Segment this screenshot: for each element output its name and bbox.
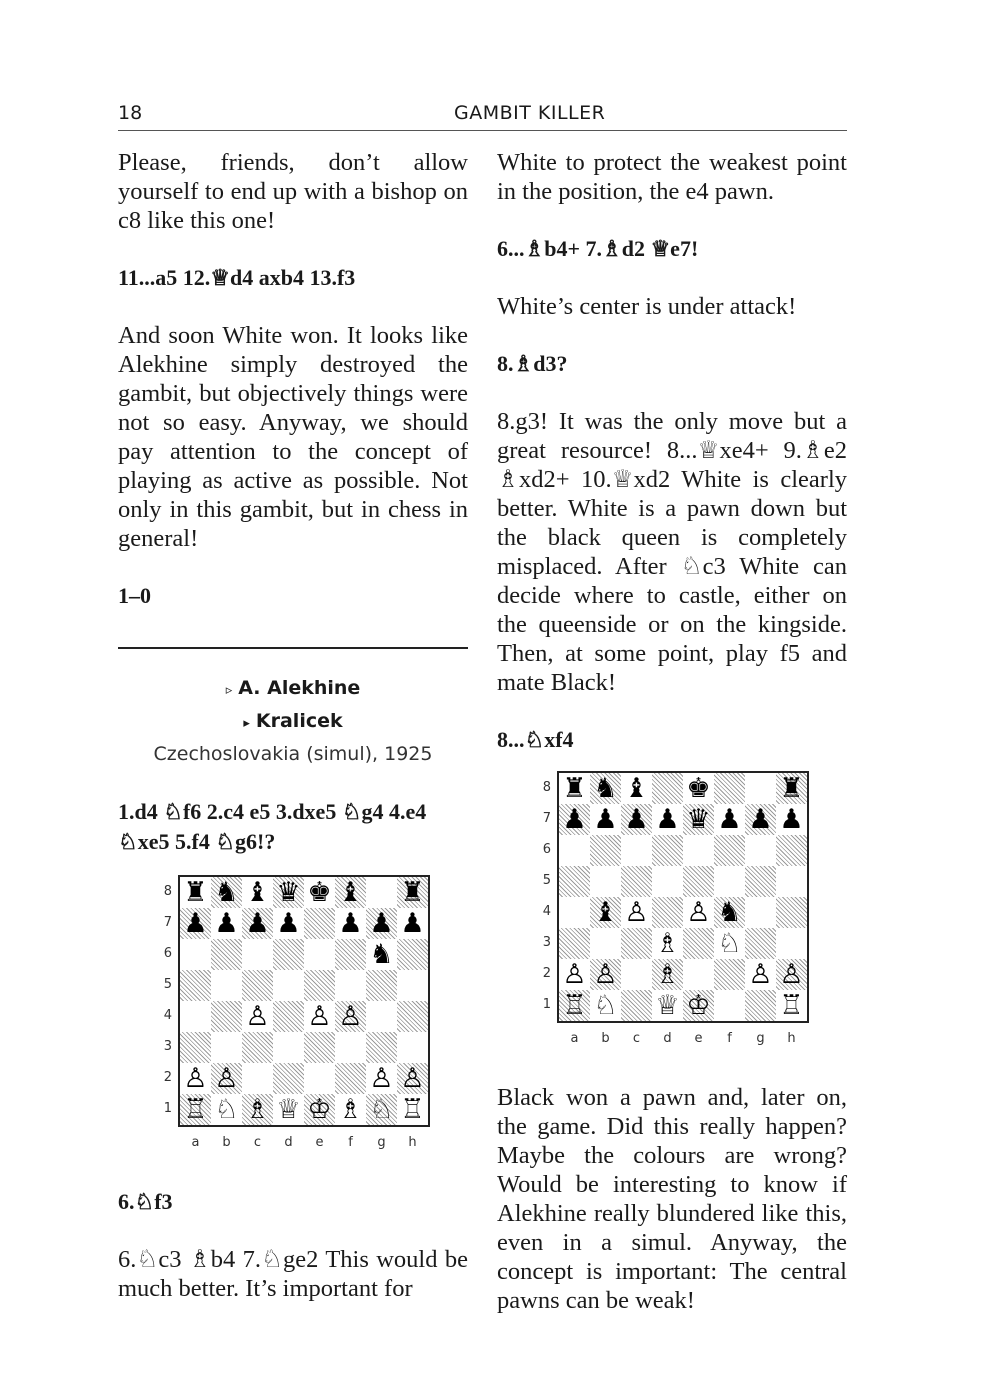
rank-label: 1: [163, 1101, 172, 1116]
paragraph: White to protect the weakest point in the position, the e4 pawn.: [497, 149, 847, 205]
move-line: 6...♗b4+ 7.♗d2 ♕e7!: [497, 236, 699, 261]
square-d4: [652, 897, 683, 928]
move-line: 1.d4 ♘f6 2.c4 e5 3.dxe5 ♘g4 4.e4 ♘xe5 5.f4 ♘g6!?: [118, 799, 427, 854]
square-c5: [621, 866, 652, 897]
chessboard: [557, 771, 809, 1023]
square-h4: [776, 897, 807, 928]
square-d5: [273, 970, 304, 1001]
square-g3: [745, 928, 776, 959]
rank-label: 7: [542, 811, 551, 826]
square-c1: [242, 1094, 273, 1125]
square-d8: [273, 877, 304, 908]
square-c3: [242, 1032, 273, 1063]
square-c6: [242, 939, 273, 970]
black-queen-icon: ♛: [686, 804, 711, 835]
white-pawn-icon: ♙: [400, 1063, 425, 1094]
white-rook-icon: ♖: [400, 1094, 425, 1125]
square-a3: [559, 928, 590, 959]
square-b7: [590, 804, 621, 835]
right-column: [497, 148, 847, 1315]
white-player-name: A. Alekhine: [238, 677, 361, 699]
square-h2: [776, 959, 807, 990]
black-pawn-icon: ♟: [562, 804, 587, 835]
square-h8: [397, 877, 428, 908]
black-pawn-icon: ♟: [276, 908, 301, 939]
square-d3: [652, 928, 683, 959]
square-a4: [559, 897, 590, 928]
square-b2: [590, 959, 621, 990]
square-d1: [652, 990, 683, 1021]
black-queen-icon: ♛: [276, 877, 301, 908]
white-pawn-icon: ♙: [686, 897, 711, 928]
square-g1: [366, 1094, 397, 1125]
black-bishop-icon: ♝: [338, 877, 363, 908]
file-label: c: [253, 1135, 262, 1150]
square-b4: [211, 1001, 242, 1032]
square-b3: [211, 1032, 242, 1063]
rank-label: 6: [163, 946, 172, 961]
file-label: h: [408, 1135, 417, 1150]
square-a1: [559, 990, 590, 1021]
black-knight-icon: ♞: [214, 877, 239, 908]
white-rook-icon: ♖: [183, 1094, 208, 1125]
square-e6: [683, 835, 714, 866]
square-f7: [714, 804, 745, 835]
white-bishop-icon: ♗: [245, 1094, 270, 1125]
black-rook-icon: ♜: [183, 877, 208, 908]
square-b1: [590, 990, 621, 1021]
white-bishop-icon: ♗: [655, 928, 680, 959]
move-line: 11...a5 12.♕d4 axb4 13.f3: [118, 265, 356, 290]
square-c6: [621, 835, 652, 866]
square-f1: [335, 1094, 366, 1125]
square-g8: [745, 773, 776, 804]
square-h6: [776, 835, 807, 866]
square-b1: [211, 1094, 242, 1125]
square-g7: [366, 908, 397, 939]
file-label: b: [601, 1031, 610, 1046]
square-c2: [242, 1063, 273, 1094]
black-pawn-icon: ♟: [400, 908, 425, 939]
page-header-title: GAMBIT KILLER: [454, 102, 606, 124]
black-player-name: Kralicek: [255, 710, 343, 732]
black-player: [118, 706, 468, 739]
square-h5: [776, 866, 807, 897]
square-g3: [366, 1032, 397, 1063]
black-pawn-icon: ♟: [593, 804, 618, 835]
square-d7: [652, 804, 683, 835]
white-king-icon: ♔: [686, 990, 711, 1021]
square-c5: [242, 970, 273, 1001]
black-rook-icon: ♜: [779, 773, 804, 804]
white-pawn-icon: ♙: [593, 959, 618, 990]
square-f7: [335, 908, 366, 939]
square-f5: [714, 866, 745, 897]
white-knight-icon: ♘: [593, 990, 618, 1021]
square-a6: [180, 939, 211, 970]
rank-label: 8: [542, 780, 551, 795]
square-e7: [304, 908, 335, 939]
square-b6: [590, 835, 621, 866]
white-rook-icon: ♖: [779, 990, 804, 1021]
paragraph: And soon White won. It looks like Alekhine simply destroyed the gambit, but objectively things were not so easy. Anyway, we should pay attention to the concept of playing as active as possible. Not only in this gambit, but in chess in general!: [118, 322, 468, 552]
square-a7: [559, 804, 590, 835]
square-a2: [180, 1063, 211, 1094]
white-bishop-icon: ♗: [655, 959, 680, 990]
black-knight-icon: ♞: [593, 773, 618, 804]
square-b5: [590, 866, 621, 897]
square-h1: [776, 990, 807, 1021]
white-pawn-icon: ♙: [338, 1001, 363, 1032]
square-e1: [683, 990, 714, 1021]
white-pawn-icon: ♙: [369, 1063, 394, 1094]
white-king-icon: ♔: [307, 1094, 332, 1125]
file-label: c: [632, 1031, 641, 1046]
chess-diagram: [537, 771, 807, 1061]
white-pawn-icon: ♙: [245, 1001, 270, 1032]
game-result: 1–0: [118, 583, 151, 608]
square-h7: [776, 804, 807, 835]
file-label: e: [694, 1031, 703, 1046]
black-pawn-icon: ♟: [655, 804, 680, 835]
square-c4: [621, 897, 652, 928]
square-h8: [776, 773, 807, 804]
square-h3: [397, 1032, 428, 1063]
square-f3: [714, 928, 745, 959]
square-g6: [366, 939, 397, 970]
square-f3: [335, 1032, 366, 1063]
black-pawn-icon: ♟: [717, 804, 742, 835]
square-b8: [590, 773, 621, 804]
file-label: d: [663, 1031, 672, 1046]
square-d3: [273, 1032, 304, 1063]
chess-diagram: [158, 875, 428, 1165]
file-label: f: [348, 1135, 353, 1150]
white-knight-icon: ♘: [214, 1094, 239, 1125]
black-knight-icon: ♞: [717, 897, 742, 928]
move-line: 8.♗d3?: [497, 351, 568, 376]
white-pawn-icon: ♙: [214, 1063, 239, 1094]
square-d6: [652, 835, 683, 866]
rank-label: 8: [163, 884, 172, 899]
file-label: b: [222, 1135, 231, 1150]
square-f4: [335, 1001, 366, 1032]
square-g7: [745, 804, 776, 835]
paragraph: 8.g3! It was the only move but a great resource! 8...♕xe4+ 9.♗e2 ♗xd2+ 10.♕xd2 White is clearly better. White is a pawn down but the black queen is completely misplaced. After ♘c3 White can decide where to castle, either on the queenside or on the kingside. Then, at some point, play f5 and mate Black!: [497, 408, 847, 696]
square-a8: [559, 773, 590, 804]
square-h4: [397, 1001, 428, 1032]
white-pawn-icon: ♙: [748, 959, 773, 990]
square-d6: [273, 939, 304, 970]
square-e3: [683, 928, 714, 959]
white-bishop-icon: ♗: [338, 1094, 363, 1125]
black-rook-icon: ♜: [400, 877, 425, 908]
black-pawn-icon: ♟: [338, 908, 363, 939]
square-d1: [273, 1094, 304, 1125]
chessboard: [178, 875, 430, 1127]
black-knight-icon: ♞: [369, 939, 394, 970]
white-player: [118, 673, 468, 706]
rank-label: 5: [542, 873, 551, 888]
square-c4: [242, 1001, 273, 1032]
move-line: 6.♘f3: [118, 1189, 173, 1214]
game-header: [118, 673, 468, 769]
file-label: e: [315, 1135, 324, 1150]
square-a3: [180, 1032, 211, 1063]
square-c3: [621, 928, 652, 959]
black-pawn-icon: ♟: [245, 908, 270, 939]
square-e7: [683, 804, 714, 835]
square-f6: [714, 835, 745, 866]
move-line: 8...♘xf4: [497, 727, 574, 752]
square-g5: [745, 866, 776, 897]
square-e8: [304, 877, 335, 908]
file-label: a: [570, 1031, 579, 1046]
black-pawn-icon: ♟: [624, 804, 649, 835]
black-pawn-icon: ♟: [214, 908, 239, 939]
white-queen-icon: ♕: [655, 990, 680, 1021]
square-a8: [180, 877, 211, 908]
paragraph: 6.♘c3 ♗b4 7.♘ge2 This would be much better. It’s important for: [118, 1246, 468, 1302]
square-h7: [397, 908, 428, 939]
square-h6: [397, 939, 428, 970]
square-e2: [304, 1063, 335, 1094]
square-h3: [776, 928, 807, 959]
square-a2: [559, 959, 590, 990]
square-e8: [683, 773, 714, 804]
square-e6: [304, 939, 335, 970]
rank-label: 3: [163, 1039, 172, 1054]
white-marker-icon: ▹: [225, 683, 233, 698]
page-number: 18: [118, 102, 143, 124]
square-d5: [652, 866, 683, 897]
square-f5: [335, 970, 366, 1001]
square-d8: [652, 773, 683, 804]
square-c1: [621, 990, 652, 1021]
black-king-icon: ♚: [686, 773, 711, 804]
square-h1: [397, 1094, 428, 1125]
square-e1: [304, 1094, 335, 1125]
square-e5: [683, 866, 714, 897]
file-label: g: [756, 1031, 765, 1046]
square-g2: [366, 1063, 397, 1094]
black-king-icon: ♚: [307, 877, 332, 908]
square-h5: [397, 970, 428, 1001]
white-knight-icon: ♘: [717, 928, 742, 959]
square-e5: [304, 970, 335, 1001]
left-column: [118, 148, 468, 1303]
black-pawn-icon: ♟: [183, 908, 208, 939]
square-b7: [211, 908, 242, 939]
square-b3: [590, 928, 621, 959]
white-knight-icon: ♘: [369, 1094, 394, 1125]
square-e2: [683, 959, 714, 990]
black-bishop-icon: ♝: [593, 897, 618, 928]
square-f8: [714, 773, 745, 804]
black-pawn-icon: ♟: [779, 804, 804, 835]
black-rook-icon: ♜: [562, 773, 587, 804]
rank-label: 4: [163, 1008, 172, 1023]
file-label: f: [727, 1031, 732, 1046]
rank-label: 7: [163, 915, 172, 930]
square-b6: [211, 939, 242, 970]
black-pawn-icon: ♟: [369, 908, 394, 939]
running-head: [118, 100, 847, 131]
rank-label: 1: [542, 997, 551, 1012]
square-a4: [180, 1001, 211, 1032]
black-marker-icon: ▸: [243, 716, 250, 731]
square-a7: [180, 908, 211, 939]
white-pawn-icon: ♙: [624, 897, 649, 928]
white-pawn-icon: ♙: [307, 1001, 332, 1032]
square-d4: [273, 1001, 304, 1032]
file-label: d: [284, 1135, 293, 1150]
square-g2: [745, 959, 776, 990]
section-divider: [118, 647, 468, 649]
paragraph: White’s center is under attack!: [497, 293, 797, 320]
square-c8: [242, 877, 273, 908]
square-f2: [714, 959, 745, 990]
square-d2: [273, 1063, 304, 1094]
rank-label: 2: [163, 1070, 172, 1085]
rank-label: 5: [163, 977, 172, 992]
black-bishop-icon: ♝: [624, 773, 649, 804]
white-queen-icon: ♕: [276, 1094, 301, 1125]
square-h2: [397, 1063, 428, 1094]
rank-label: 3: [542, 935, 551, 950]
square-g1: [745, 990, 776, 1021]
game-event: Czechoslovakia (simul), 1925: [153, 743, 433, 765]
square-e3: [304, 1032, 335, 1063]
square-a5: [559, 866, 590, 897]
square-g6: [745, 835, 776, 866]
square-f1: [714, 990, 745, 1021]
square-f6: [335, 939, 366, 970]
white-pawn-icon: ♙: [562, 959, 587, 990]
square-g8: [366, 877, 397, 908]
black-pawn-icon: ♟: [748, 804, 773, 835]
square-f8: [335, 877, 366, 908]
square-g4: [745, 897, 776, 928]
square-a1: [180, 1094, 211, 1125]
file-label: a: [191, 1135, 200, 1150]
file-label: h: [787, 1031, 796, 1046]
square-e4: [683, 897, 714, 928]
square-c7: [621, 804, 652, 835]
square-f2: [335, 1063, 366, 1094]
square-e4: [304, 1001, 335, 1032]
rank-label: 2: [542, 966, 551, 981]
square-c8: [621, 773, 652, 804]
rank-label: 4: [542, 904, 551, 919]
square-b2: [211, 1063, 242, 1094]
paragraph: Please, friends, don’t allow yourself to end up with a bishop on c8 like this one!: [118, 149, 468, 234]
square-c7: [242, 908, 273, 939]
square-g4: [366, 1001, 397, 1032]
square-b5: [211, 970, 242, 1001]
square-d7: [273, 908, 304, 939]
rank-label: 6: [542, 842, 551, 857]
square-f4: [714, 897, 745, 928]
square-b8: [211, 877, 242, 908]
square-g5: [366, 970, 397, 1001]
square-d2: [652, 959, 683, 990]
square-a6: [559, 835, 590, 866]
white-rook-icon: ♖: [562, 990, 587, 1021]
white-pawn-icon: ♙: [779, 959, 804, 990]
square-b4: [590, 897, 621, 928]
white-pawn-icon: ♙: [183, 1063, 208, 1094]
square-a5: [180, 970, 211, 1001]
black-bishop-icon: ♝: [245, 877, 270, 908]
file-label: g: [377, 1135, 386, 1150]
paragraph: Black won a pawn and, later on, the game. Did this really happen? Maybe the colours are wrong? Would be interesting to know if Alekhine really blundered like this, even in a simul. Anyway, the concept is important: The central pawns can be weak!: [497, 1084, 847, 1314]
square-c2: [621, 959, 652, 990]
